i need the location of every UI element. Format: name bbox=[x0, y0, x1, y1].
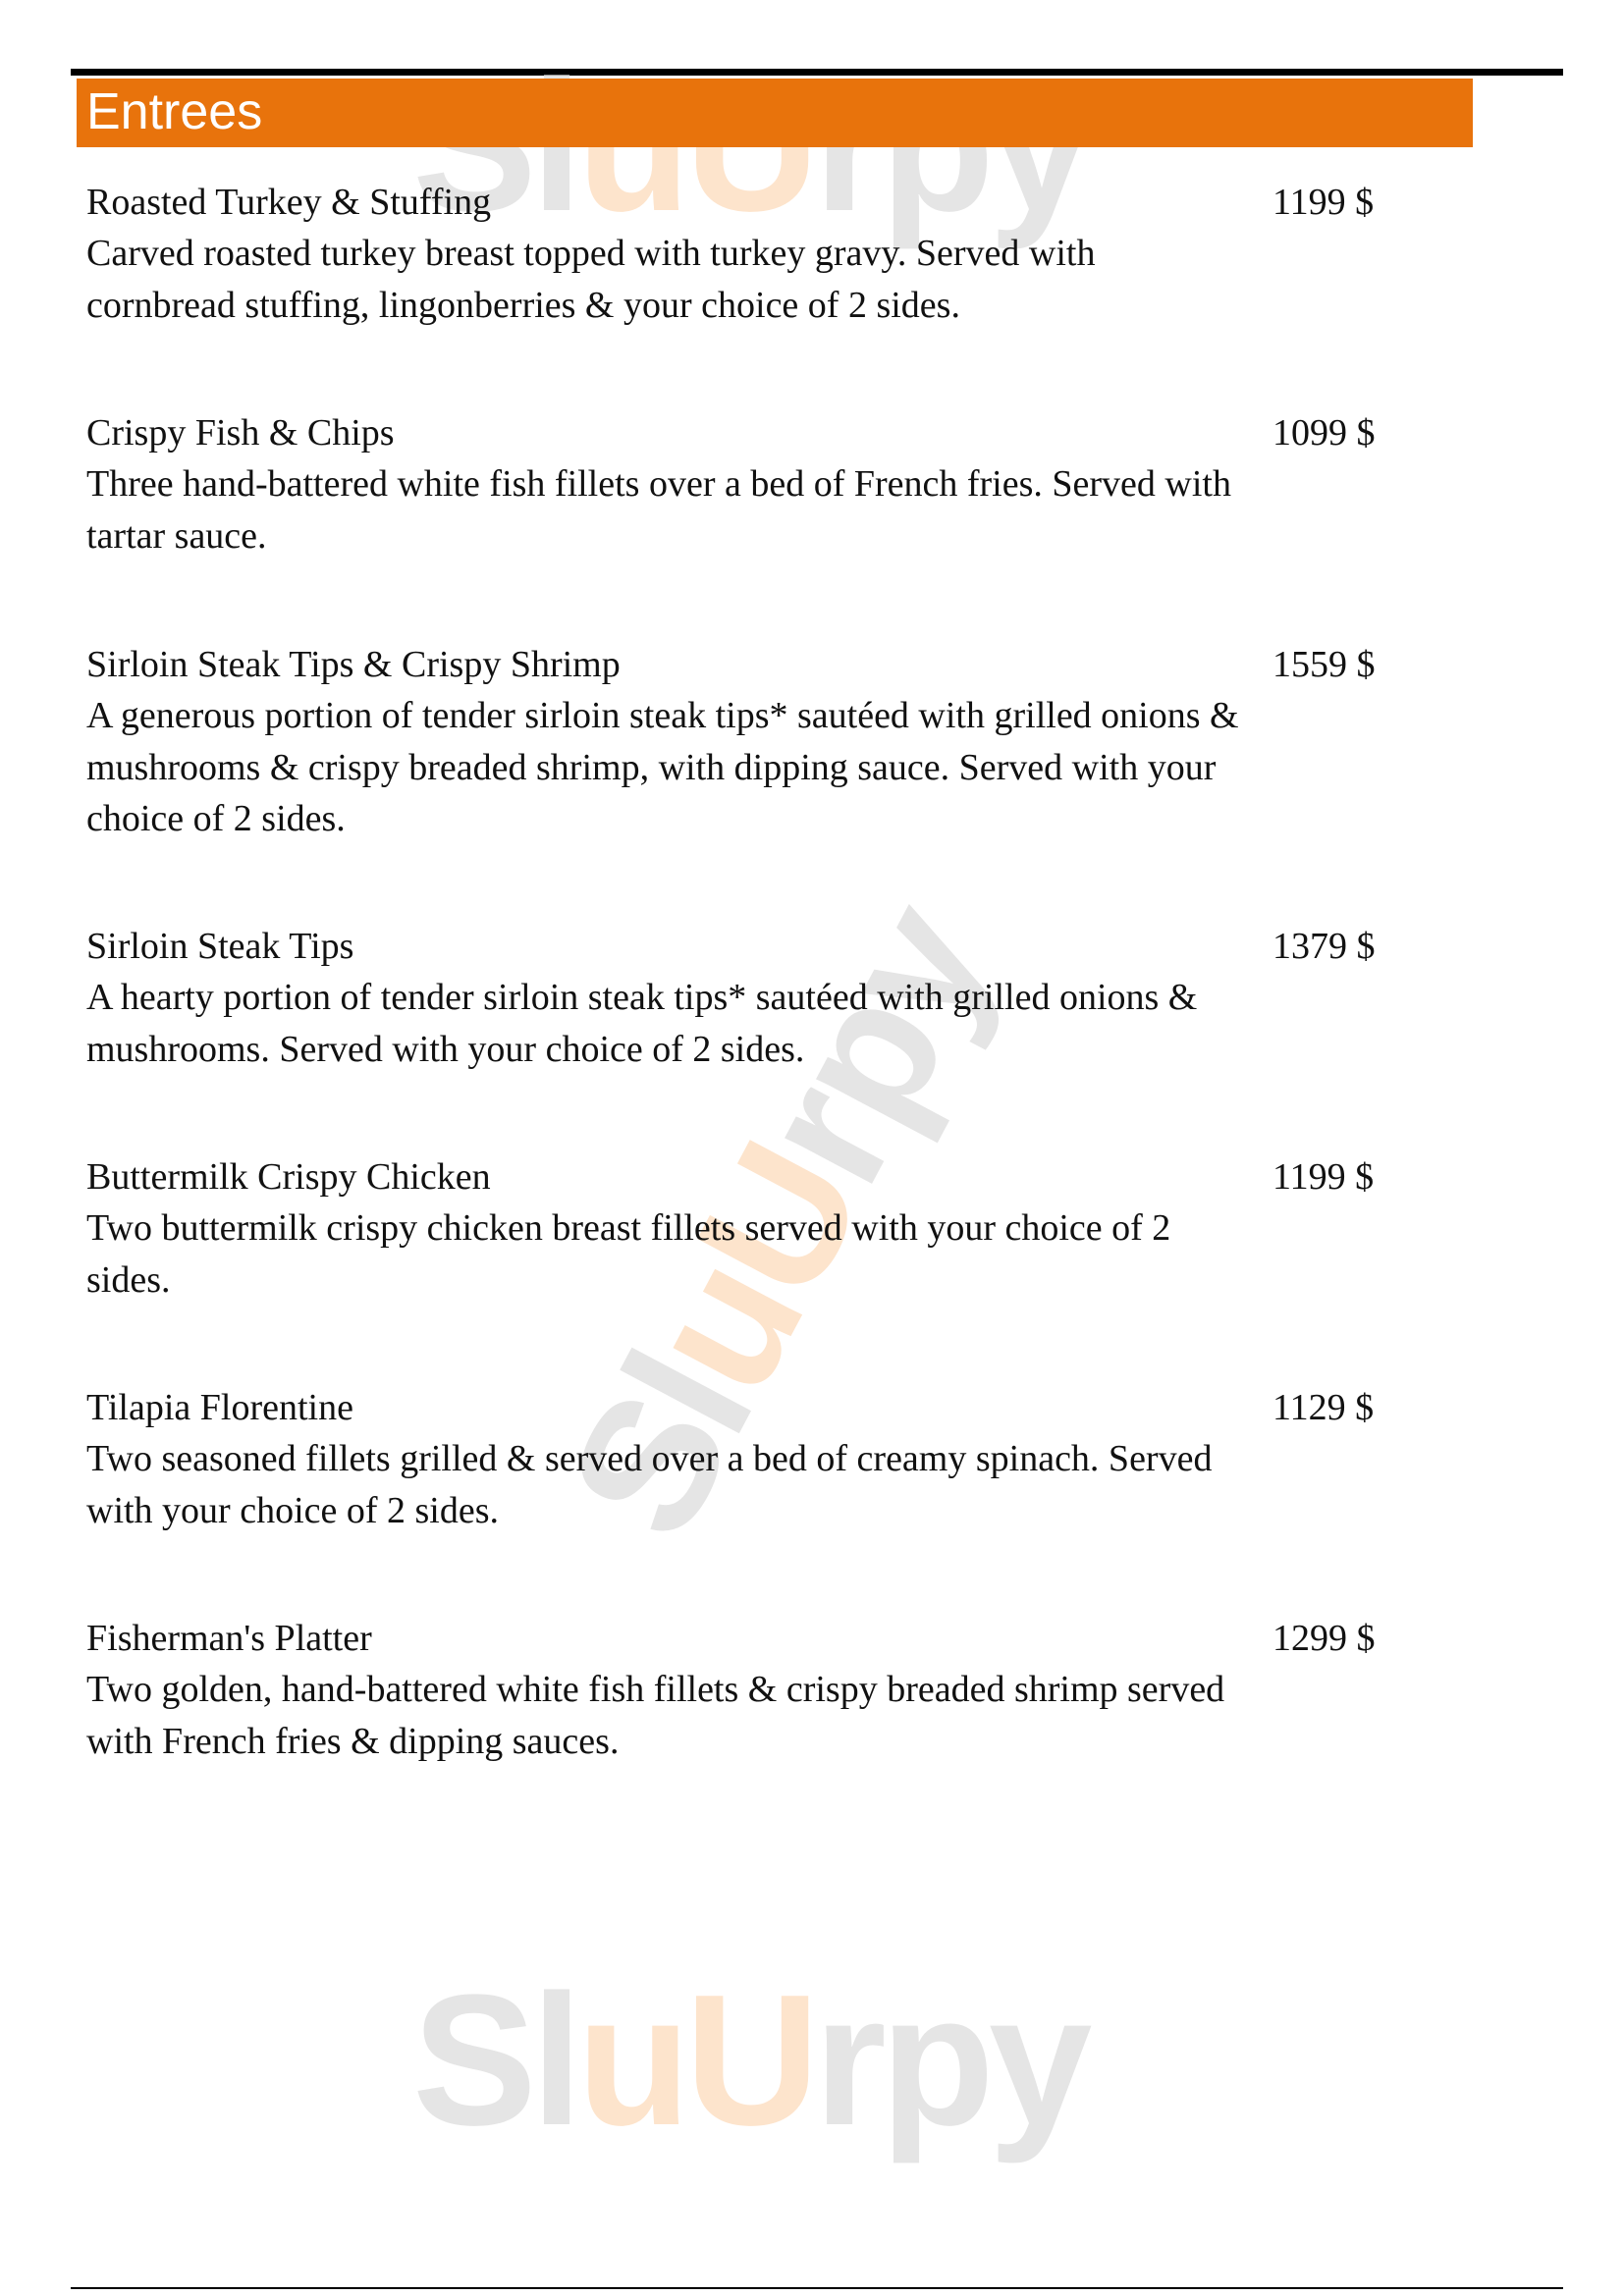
item-name: Buttermilk Crispy Chicken bbox=[86, 1156, 491, 1198]
item-description: Two golden, hand-battered white fish fillets & crispy breaded shrimp served with French fries & dipping sauces. bbox=[86, 1669, 1225, 1762]
bottom-rule bbox=[71, 2287, 1563, 2289]
item-price: 1199 $ bbox=[1272, 182, 1375, 223]
item-price: 1379 $ bbox=[1272, 926, 1376, 967]
item-description: A generous portion of tender sirloin steak tips* sautéed with grilled onions & mushrooms & crispy breaded shrimp, with dipping sauce. Served with your choice of 2 sides. bbox=[86, 695, 1239, 839]
item-description: Two buttermilk crispy chicken breast fillets served with your choice of 2 sides. bbox=[86, 1207, 1171, 1301]
item-name: Sirloin Steak Tips bbox=[86, 926, 354, 967]
item-name: Sirloin Steak Tips & Crispy Shrimp bbox=[86, 644, 621, 685]
item-price: 1299 $ bbox=[1272, 1618, 1376, 1659]
item-name: Roasted Turkey & Stuffing bbox=[86, 182, 492, 223]
item-price: 1129 $ bbox=[1272, 1387, 1375, 1428]
top-rule bbox=[71, 69, 1563, 76]
slurpy-watermark: SluUrpy bbox=[412, 1956, 1087, 2164]
item-price: 1199 $ bbox=[1272, 1156, 1375, 1198]
item-description: Two seasoned fillets grilled & served over a bed of creamy spinach. Served with your choice of 2 sides. bbox=[86, 1438, 1213, 1531]
item-name: Tilapia Florentine bbox=[86, 1387, 353, 1428]
item-description: Carved roasted turkey breast topped with turkey gravy. Served with cornbread stuffing, lingonberries & your choice of 2 sides. bbox=[86, 233, 1096, 326]
item-description: A hearty portion of tender sirloin steak tips* sautéed with grilled onions & mushrooms. Served with your choice of 2 sides. bbox=[86, 977, 1198, 1070]
item-description: Three hand-battered white fish fillets over a bed of French fries. Served with tartar sauce. bbox=[86, 463, 1231, 557]
item-price: 1099 $ bbox=[1272, 412, 1376, 454]
item-price: 1559 $ bbox=[1272, 644, 1376, 685]
section-title: Entrees bbox=[86, 83, 263, 140]
item-name: Crispy Fish & Chips bbox=[86, 412, 395, 454]
item-name: Fisherman's Platter bbox=[86, 1618, 372, 1659]
slurpy-watermark: SluUrpy bbox=[528, 876, 1030, 1569]
section-header bbox=[77, 79, 1473, 147]
